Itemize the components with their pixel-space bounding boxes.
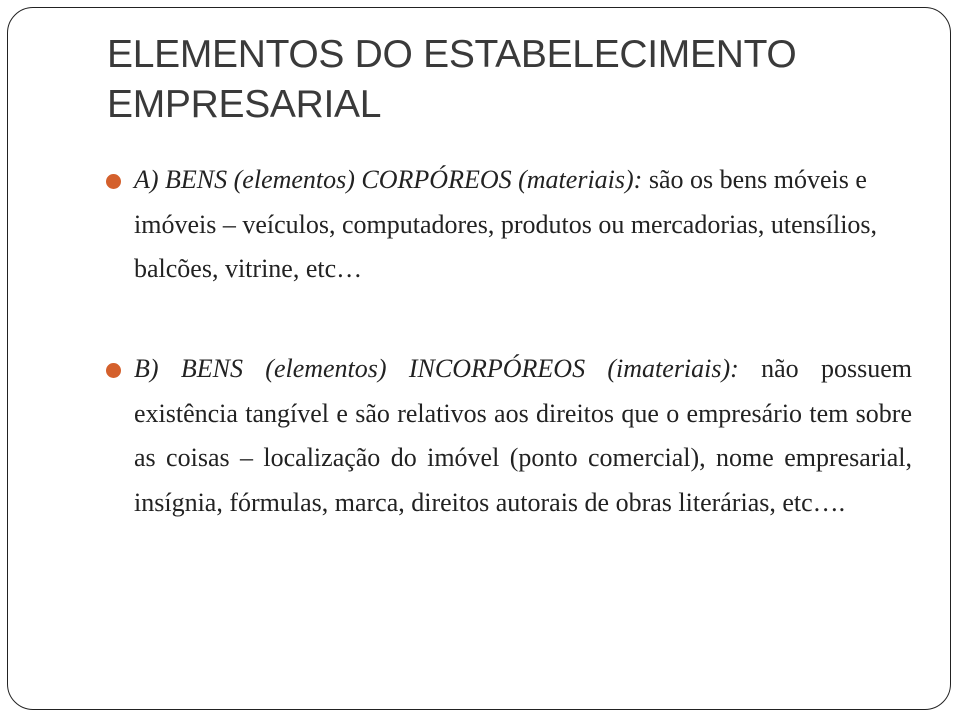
bullet-text <box>134 347 912 525</box>
bullet-text <box>134 158 912 292</box>
bullet-body: são os bens móveis e imóveis – veículos, computadores, produtos ou mercadorias, utensílios, balcões, vitrine, etc… <box>134 165 878 283</box>
bullet-heading: A) BENS (elementos) CORPÓREOS (materiais): <box>134 165 643 194</box>
bullet-body: não possuem existência tangível e são relativos aos direitos que o empresário tem sobre as coisas – localização do imóvel (ponto comercial), nome empresarial, insígnia, fórmulas, marca, direitos autorais de obras literárias, etc…. <box>134 354 913 517</box>
bullet-item-corporeos <box>106 158 912 292</box>
bullet-icon <box>106 174 121 189</box>
bullet-item-incorporeos <box>106 347 912 525</box>
slide-title: ELEMENTOS DO ESTABELECIMENTO EMPRESARIAL <box>107 33 797 126</box>
bullet-icon <box>106 363 121 378</box>
bullet-heading: B) BENS (elementos) INCORPÓREOS (imateriais): <box>134 354 739 383</box>
